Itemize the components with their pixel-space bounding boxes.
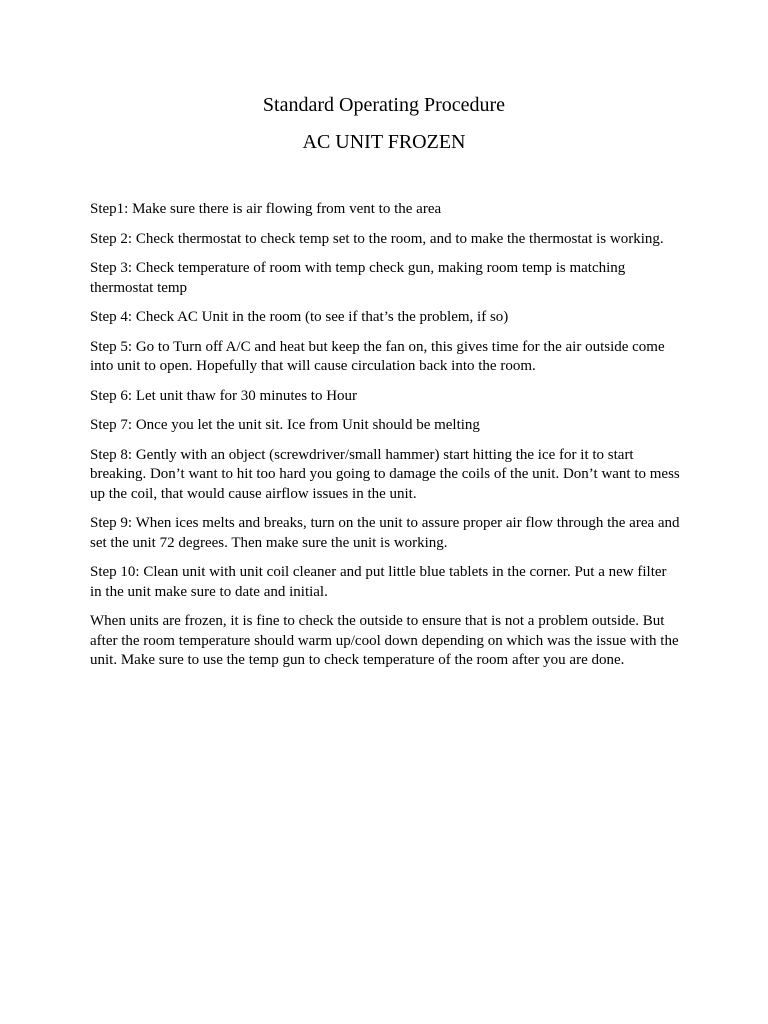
closing-note-paragraph: When units are frozen, it is fine to check the outside to ensure that is not a problem outside. But after the room temperature should warm up/cool down depending on which was the issue with the unit. Make sure to use the temp gun to check temperature of the room after you are done. <box>90 613 679 668</box>
step-8-paragraph: Step 8: Gently with an object (screwdriver/small hammer) start hitting the ice for it to start breaking. Don’t want to hit too hard you going to damage the coils of the unit. Don’t want to mess up the coil, that would cause airflow issues in the unit. <box>90 446 680 502</box>
step-6-paragraph: Step 6: Let unit thaw for 30 minutes to Hour <box>90 387 358 404</box>
step-10-paragraph: Step 10: Clean unit with unit coil cleaner and put little blue tablets in the corner. Put a new filter in the unit make sure to date and initial. <box>90 564 667 600</box>
step-2-paragraph: Step 2: Check thermostat to check temp set to the room, and to make the thermostat is working. <box>90 230 664 247</box>
step-4-paragraph: Step 4: Check AC Unit in the room (to see if that’s the problem, if so) <box>90 309 509 325</box>
step-7-paragraph: Step 7: Once you let the unit sit. Ice from Unit should be melting <box>90 417 480 433</box>
document-body <box>90 200 680 681</box>
step-5-paragraph: Step 5: Go to Turn off A/C and heat but keep the fan on, this gives time for the air outside come into unit to open. Hopefully that will cause circulation back into the room. <box>90 338 665 374</box>
document-subtitle: AC UNIT FROZEN <box>302 131 466 153</box>
step-9-paragraph: Step 9: When ices melts and breaks, turn on the unit to assure proper air flow through the area and set the unit 72 degrees. Then make sure the unit is working. <box>90 515 680 551</box>
document-title: Standard Operating Procedure <box>262 94 506 116</box>
step-3-paragraph: Step 3: Check temperature of room with temp check gun, making room temp is matching thermostat temp <box>90 260 626 296</box>
step-1-paragraph: Step1: Make sure there is air flowing from vent to the area <box>90 201 442 217</box>
